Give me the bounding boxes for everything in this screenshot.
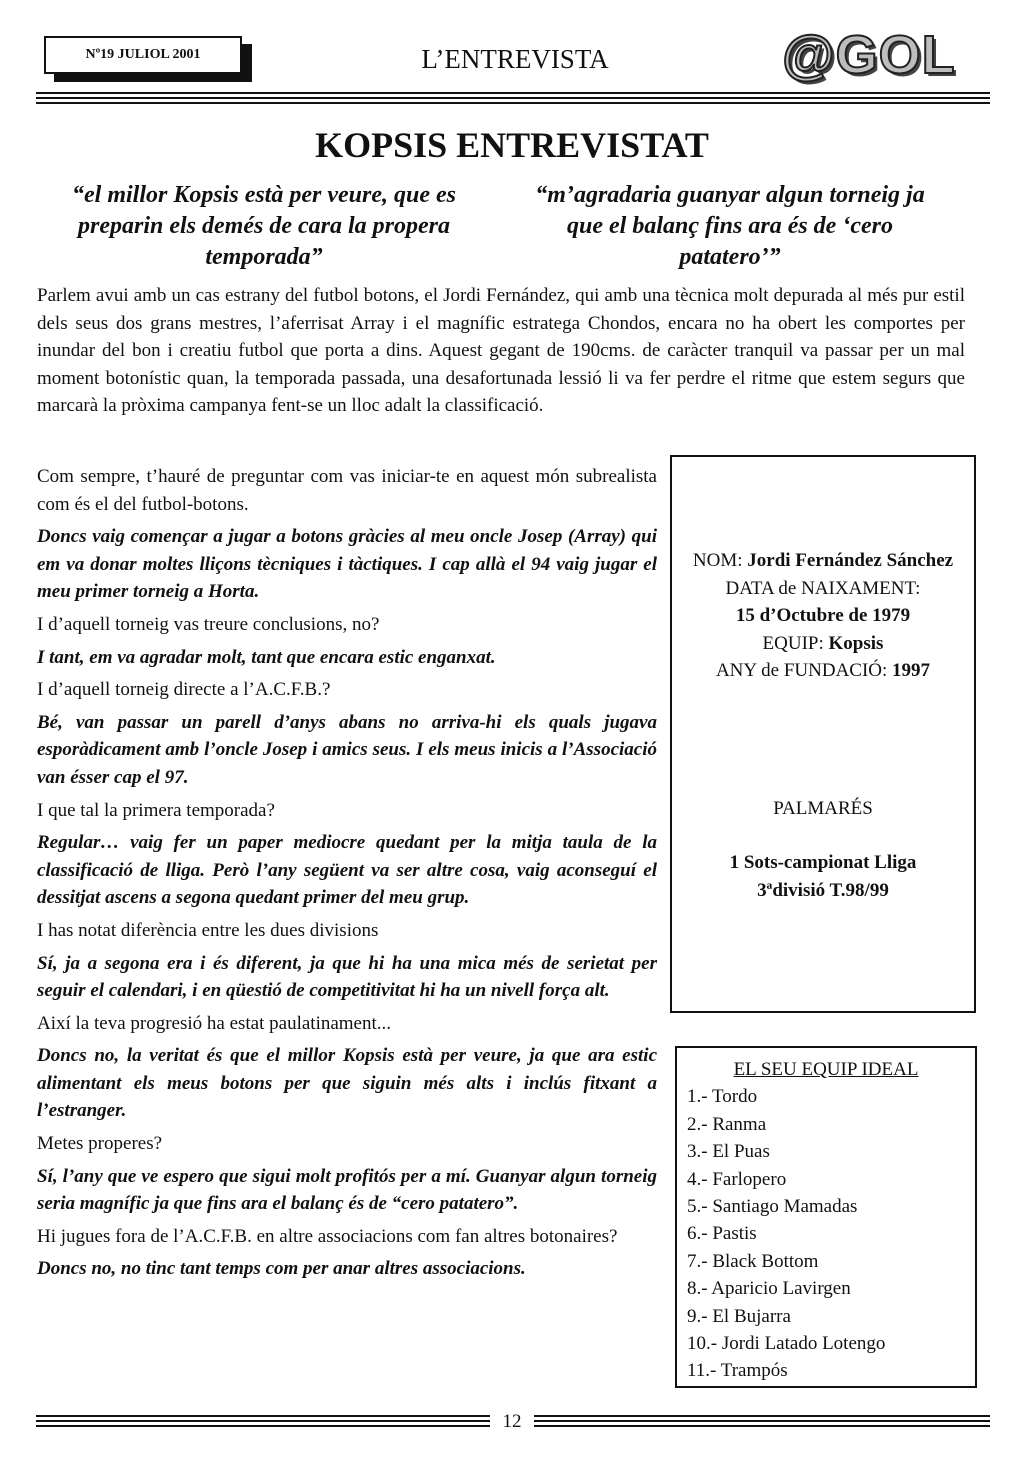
list-item: 4.- Farlopero xyxy=(687,1168,787,1190)
profile-team-value: Kopsis xyxy=(828,632,884,654)
profile-team-label: EQUIP: xyxy=(762,632,829,654)
magazine-logo: @GOL xyxy=(782,25,956,85)
profile-founded-value: 1997 xyxy=(892,660,931,681)
pull-quote-right: “m’agradaria guanyar algun torneig ja que el balanç fins ara és de ‘cero patatero’” xyxy=(535,182,925,270)
list-item: 7.- Black Bottom xyxy=(687,1250,819,1272)
palmares-line: 1 Sots-campionat Lliga xyxy=(729,852,917,873)
pull-quote-left: “el millor Kopsis està per veure, que es preparin els demés de cara la propera temporada” xyxy=(72,182,456,270)
profile-box xyxy=(670,455,976,1013)
footer-rule xyxy=(534,1420,990,1422)
list-item: 8.- Aparicio Lavirgen xyxy=(687,1278,851,1300)
list-item: 9.- El Bujarra xyxy=(687,1305,791,1327)
interview-body xyxy=(37,463,657,1288)
article-title: KOPSIS ENTREVISTAT xyxy=(315,125,709,165)
list-item: 2.- Ranma xyxy=(687,1113,767,1135)
section-title: L’ENTREVISTA xyxy=(421,44,609,74)
question: I que tal la primera temporada? xyxy=(37,799,275,821)
list-item: 10.- Jordi Latado Lotengo xyxy=(687,1333,886,1355)
question: I d’aquell torneig vas treure conclusions, no? xyxy=(37,613,380,635)
footer-rule xyxy=(534,1425,990,1427)
profile-birth-value: 15 d’Octubre de 1979 xyxy=(735,605,911,626)
list-item: 3.- El Puas xyxy=(687,1141,770,1163)
answer: Bé, van passar un parell d’anys abans no arriva-hi els quals jugava esporàdicament amb l’oncle Josep i amics seus. I els meus inicis a l’Associació van ésser cap el 97. xyxy=(37,711,657,788)
palmares-title: PALMARÉS xyxy=(773,797,873,819)
profile-birth-label: DATA de NAIXAMENT: xyxy=(725,577,921,599)
palmares-line: 3ªdivisió T.98/99 xyxy=(757,879,889,901)
article-intro: Parlem avui amb un cas estrany del futbol botons, el Jordi Fernández, qui amb una tècnica molt depurada al més pur estil dels seus dos grans mestres, l’aferrisat Array i el magnífic estratega Chondos, encara no ha obert les comportes per inundar del bon i creatiu futbol que porta a dins. Aquest gegant de 190cms. de caràcter tranquil va passar per un mal moment botonístic quan, la temporada passada, una desafortunada lessió li va fer perdre el ritme que estem segurs que marcarà la pròxima campanya fent-se un lloc adalt la classificació. xyxy=(37,285,965,417)
question: Metes properes? xyxy=(37,1133,163,1155)
profile-team xyxy=(672,630,974,658)
question: I has notat diferència entre les dues divisions xyxy=(37,919,379,941)
issue-label: Nº19 JULIOL 2001 xyxy=(44,36,242,74)
answer: Sí, ja a segona era i és diferent, ja que hi ha una mica més de serietat per seguir el calendari, i en qüestió de competitivitat hi ha un nivell força alt. xyxy=(37,952,657,1002)
profile-spacer xyxy=(672,457,974,547)
footer-rule xyxy=(36,1425,490,1427)
question: Hi jugues fora de l’A.C.F.B. en altre associacions com fan altres botonaires? xyxy=(37,1225,618,1247)
profile-founded-label: ANY de FUNDACIÓ: xyxy=(715,660,893,681)
answer: Sí, l’any que ve espero que sigui molt profitós per a mí. Guanyar algun torneig seria magnífic ja que fins ara el balanç és de “cero patatero”. xyxy=(37,1165,657,1215)
answer: Doncs no, no tinc tant temps com per anar altres associacions. xyxy=(37,1258,526,1280)
profile-spacer xyxy=(672,822,974,849)
answer: I tant, em va agradar molt, tant que encara estic enganxat. xyxy=(37,646,496,668)
profile-name-value: Jordi Fernández Sánchez xyxy=(747,550,954,571)
footer-rule xyxy=(36,1420,490,1422)
footer-rule xyxy=(36,1415,490,1417)
question: Com sempre, t’hauré de preguntar com vas iniciar-te en aquest món subrealista com és el del futbol-botons. xyxy=(37,466,657,515)
page-number: 12 xyxy=(502,1411,522,1432)
list-item: 6.- Pastis xyxy=(687,1223,757,1245)
ideal-team-title: EL SEU EQUIP IDEAL xyxy=(733,1059,919,1080)
profile-name xyxy=(672,547,974,575)
profile-name-label: NOM: xyxy=(692,550,748,571)
question: Així la teva progresió ha estat paulatinament... xyxy=(37,1012,392,1034)
header-rule xyxy=(36,97,990,99)
ideal-team-list xyxy=(687,1083,975,1384)
header-rule xyxy=(36,102,990,104)
answer: Doncs no, la veritat és que el millor Kopsis està per veure, ja que ara estic alimentant els meus botons per que siguin més alts i inclús fitxant a l’estranger. xyxy=(37,1045,657,1122)
answer: Doncs vaig començar a jugar a botons gràcies al meu oncle Josep (Array) qui em va donar moltes lliçons tècniques i tàctiques. I cap allà el 94 vaig jugar el meu primer torneig a Horta. xyxy=(37,526,657,603)
answer: Regular… vaig fer un paper mediocre quedant per la mitja taula de la classificació de lliga. Però l’any següent va ser altre cosa, vaig aconseguí el dessitjat ascens a segona quedant primer del meu grup. xyxy=(37,832,657,909)
header-rule xyxy=(36,92,990,94)
list-item: 11.- Trampós xyxy=(687,1360,788,1382)
list-item: 1.- Tordo xyxy=(687,1086,758,1108)
profile-founded xyxy=(672,657,974,685)
question: I d’aquell torneig directe a l’A.C.F.B.? xyxy=(37,679,331,701)
ideal-team-box xyxy=(675,1046,977,1388)
list-item: 5.- Santiago Mamadas xyxy=(687,1196,858,1218)
profile-spacer xyxy=(672,685,974,795)
footer-rule xyxy=(534,1415,990,1417)
